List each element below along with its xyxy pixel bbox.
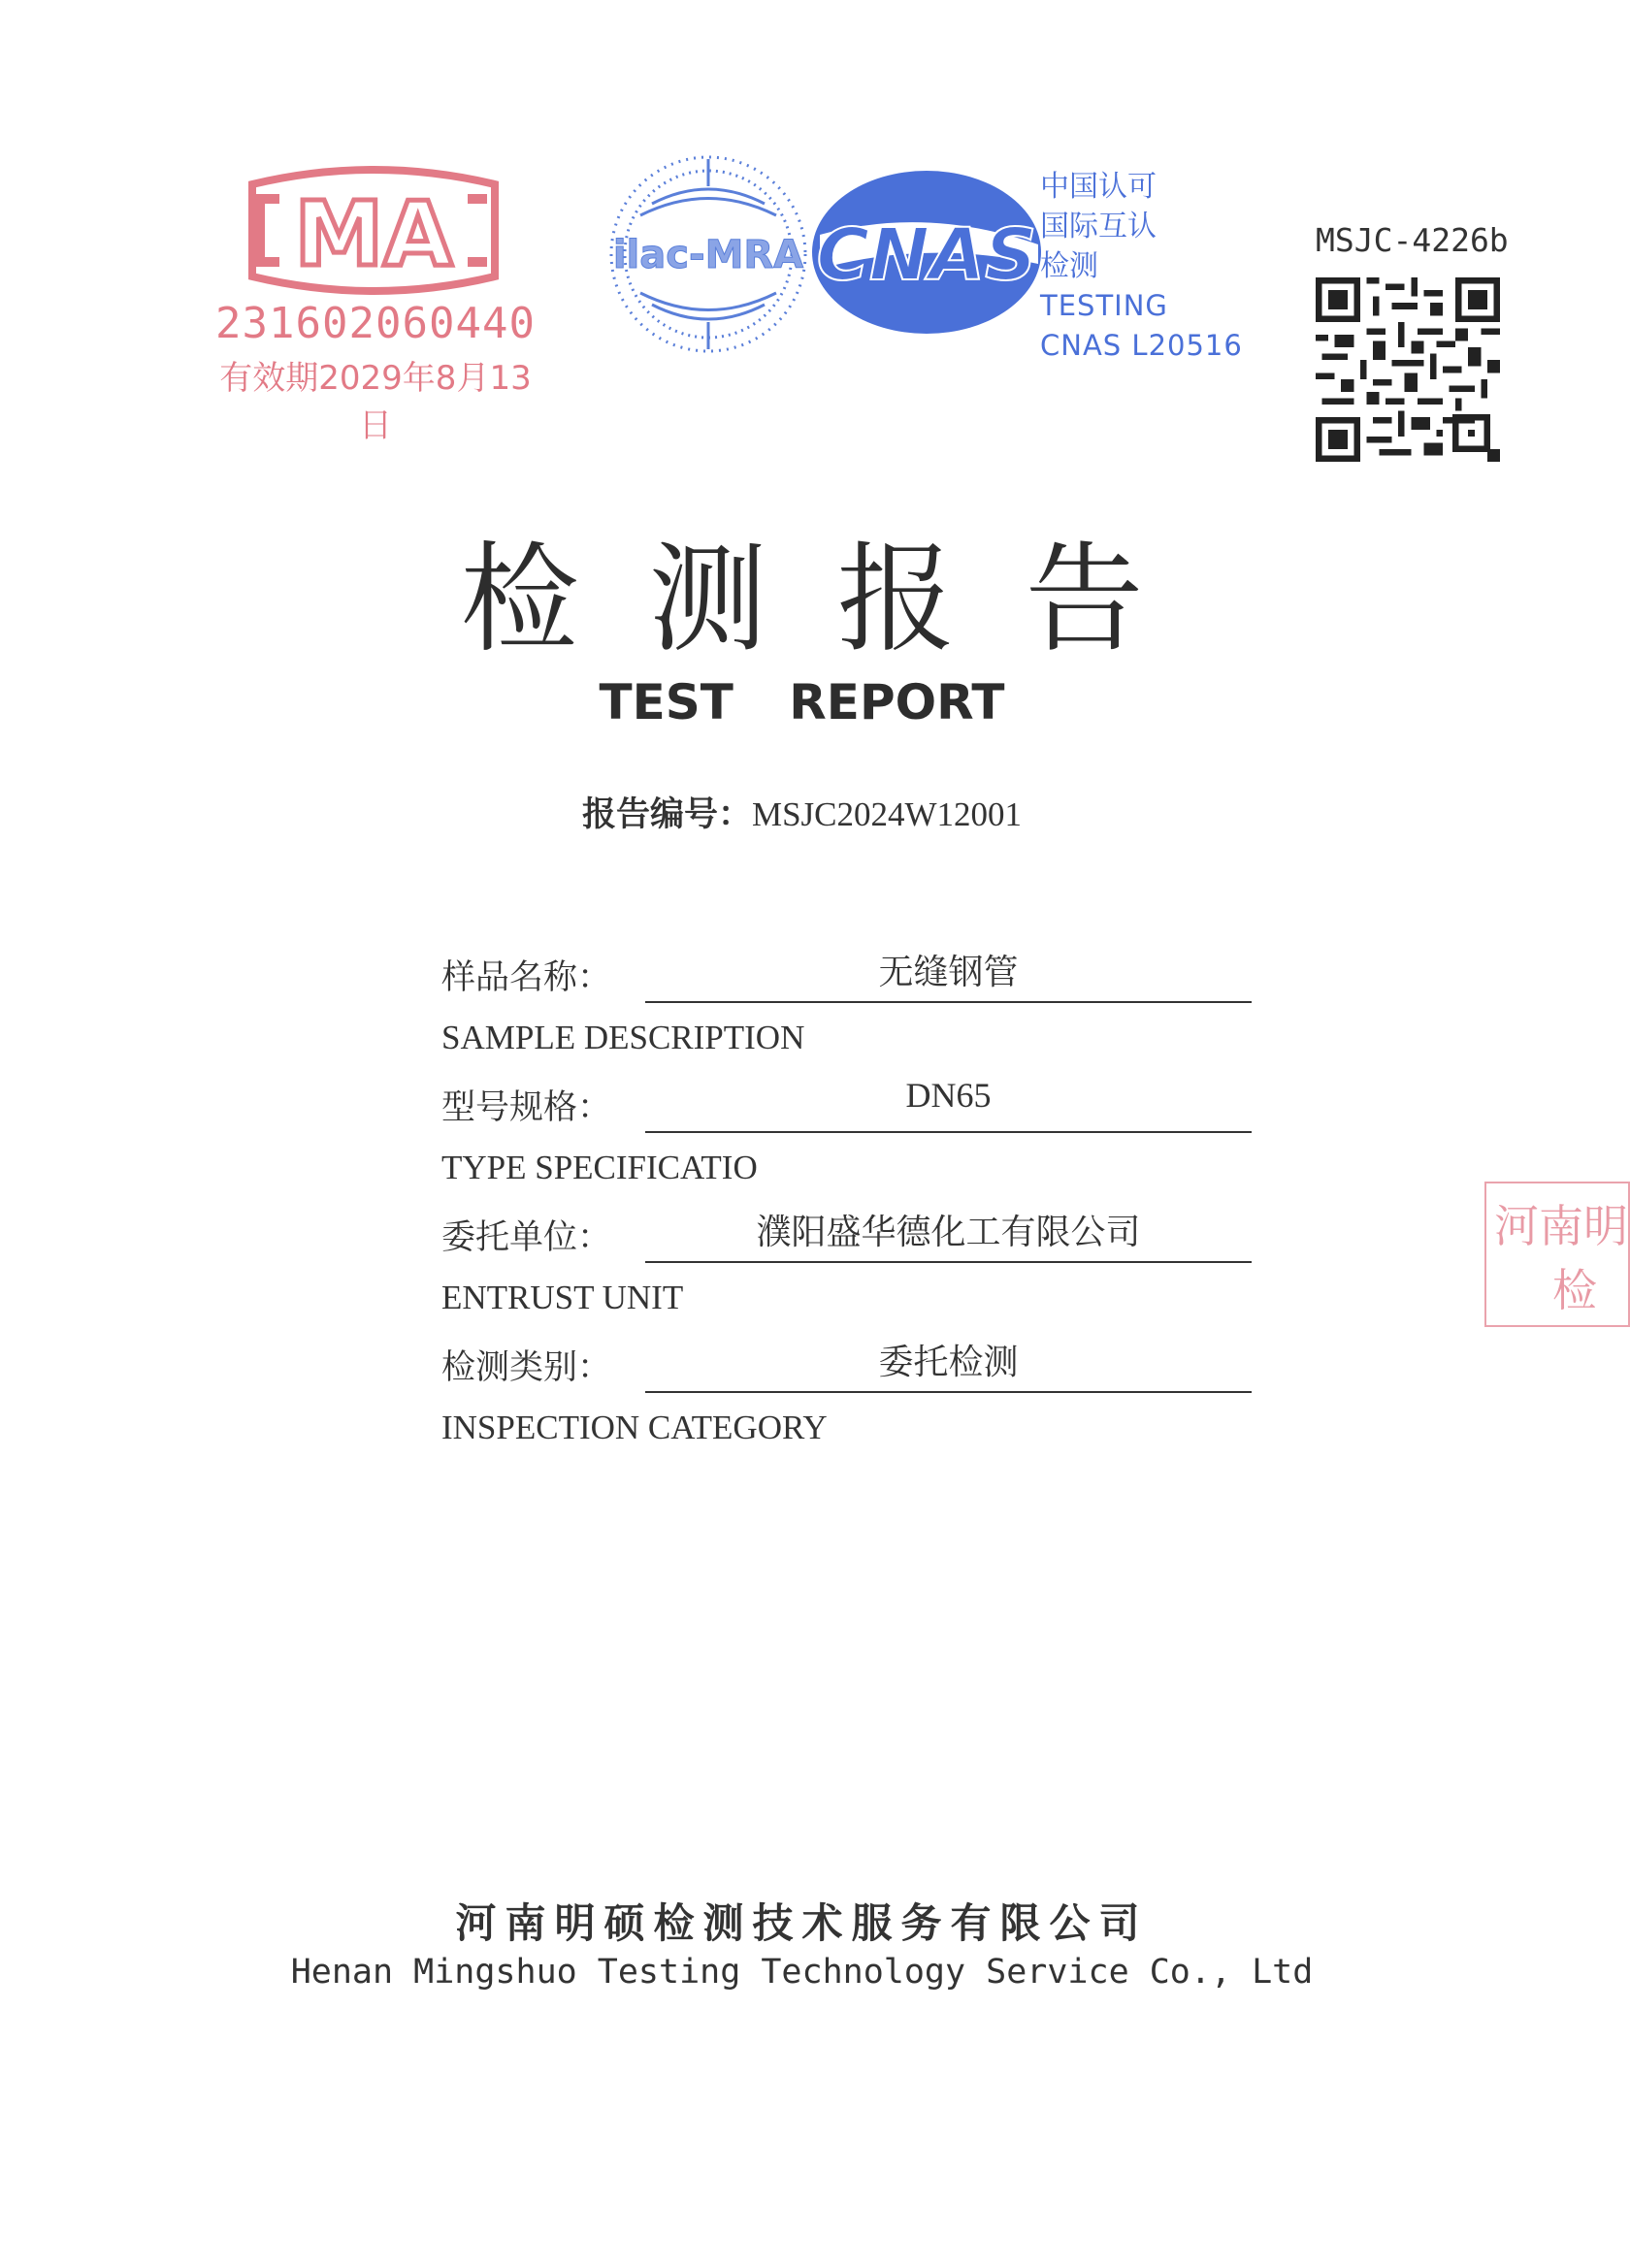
side-seal-stamp [1484,1182,1630,1327]
qr-code-icon [1316,277,1500,462]
report-number-value: MSJC2024W12001 [751,795,1023,833]
field-value: 无缝钢管 [878,953,1019,992]
cma-number: 231602060440 [215,299,536,348]
cma-stamp [215,165,536,445]
cnas-line-3: 检测 [1040,249,1098,283]
field-value: DN65 [905,1076,992,1115]
company-name-cn: 河南明硕检测技术服务有限公司 [455,1899,1149,1947]
field-underline [645,1131,1252,1133]
field-value: 委托检测 [878,1343,1019,1382]
field-label-en: SAMPLE DESCRIPTION [441,1019,805,1056]
ilac-text: ilac-MRA [612,233,804,277]
field-underline [645,1261,1252,1263]
field-underline [645,1391,1252,1393]
form-code: MSJC-4226b [1316,221,1509,259]
cma-logo-icon [233,165,514,296]
field-entrust-unit [441,1201,1256,1331]
field-sample-name [441,941,1256,1071]
report-number [0,788,1604,836]
cnas-caption [1040,167,1243,366]
field-underline [645,1001,1252,1003]
field-type-spec [441,1071,1256,1201]
side-seal-line-1: 河南明 [1494,1200,1628,1252]
sample-info-fields [441,941,1256,1461]
cnas-line-1: 中国认可 [1040,170,1157,204]
field-label: 委托单位： [441,1218,612,1257]
cnas-line-5: CNAS L20516 [1040,329,1243,362]
field-value: 濮阳盛华德化工有限公司 [756,1213,1141,1252]
cnas-line-2: 国际互认 [1040,210,1157,243]
field-label: 检测类别： [441,1348,612,1387]
field-label-en: TYPE SPECIFICATIO [441,1149,758,1186]
field-label-en: INSPECTION CATEGORY [441,1409,828,1446]
field-inspection-category [441,1331,1256,1461]
field-label-en: ENTRUST UNIT [441,1279,684,1316]
cnas-mark [810,167,1043,337]
field-label: 型号规格： [441,1088,612,1127]
report-title-cn: 检测报告 [460,531,1214,668]
cma-logo-text: MA [294,182,453,286]
report-number-label: 报告编号： [581,795,752,834]
side-seal-line-2: 检 [1552,1264,1597,1316]
company-name-en: Henan Mingshuo Testing Technology Service Co., Ltd [290,1953,1314,1992]
cnas-logo-text: CNAS [816,213,1037,297]
cma-validity: 有效期2029年8月13日 [219,359,532,445]
cnas-line-4: TESTING [1040,289,1168,322]
ilac-mra-mark [602,147,815,361]
field-label: 样品名称： [441,958,612,997]
report-title-en: TEST REPORT [599,674,1005,730]
